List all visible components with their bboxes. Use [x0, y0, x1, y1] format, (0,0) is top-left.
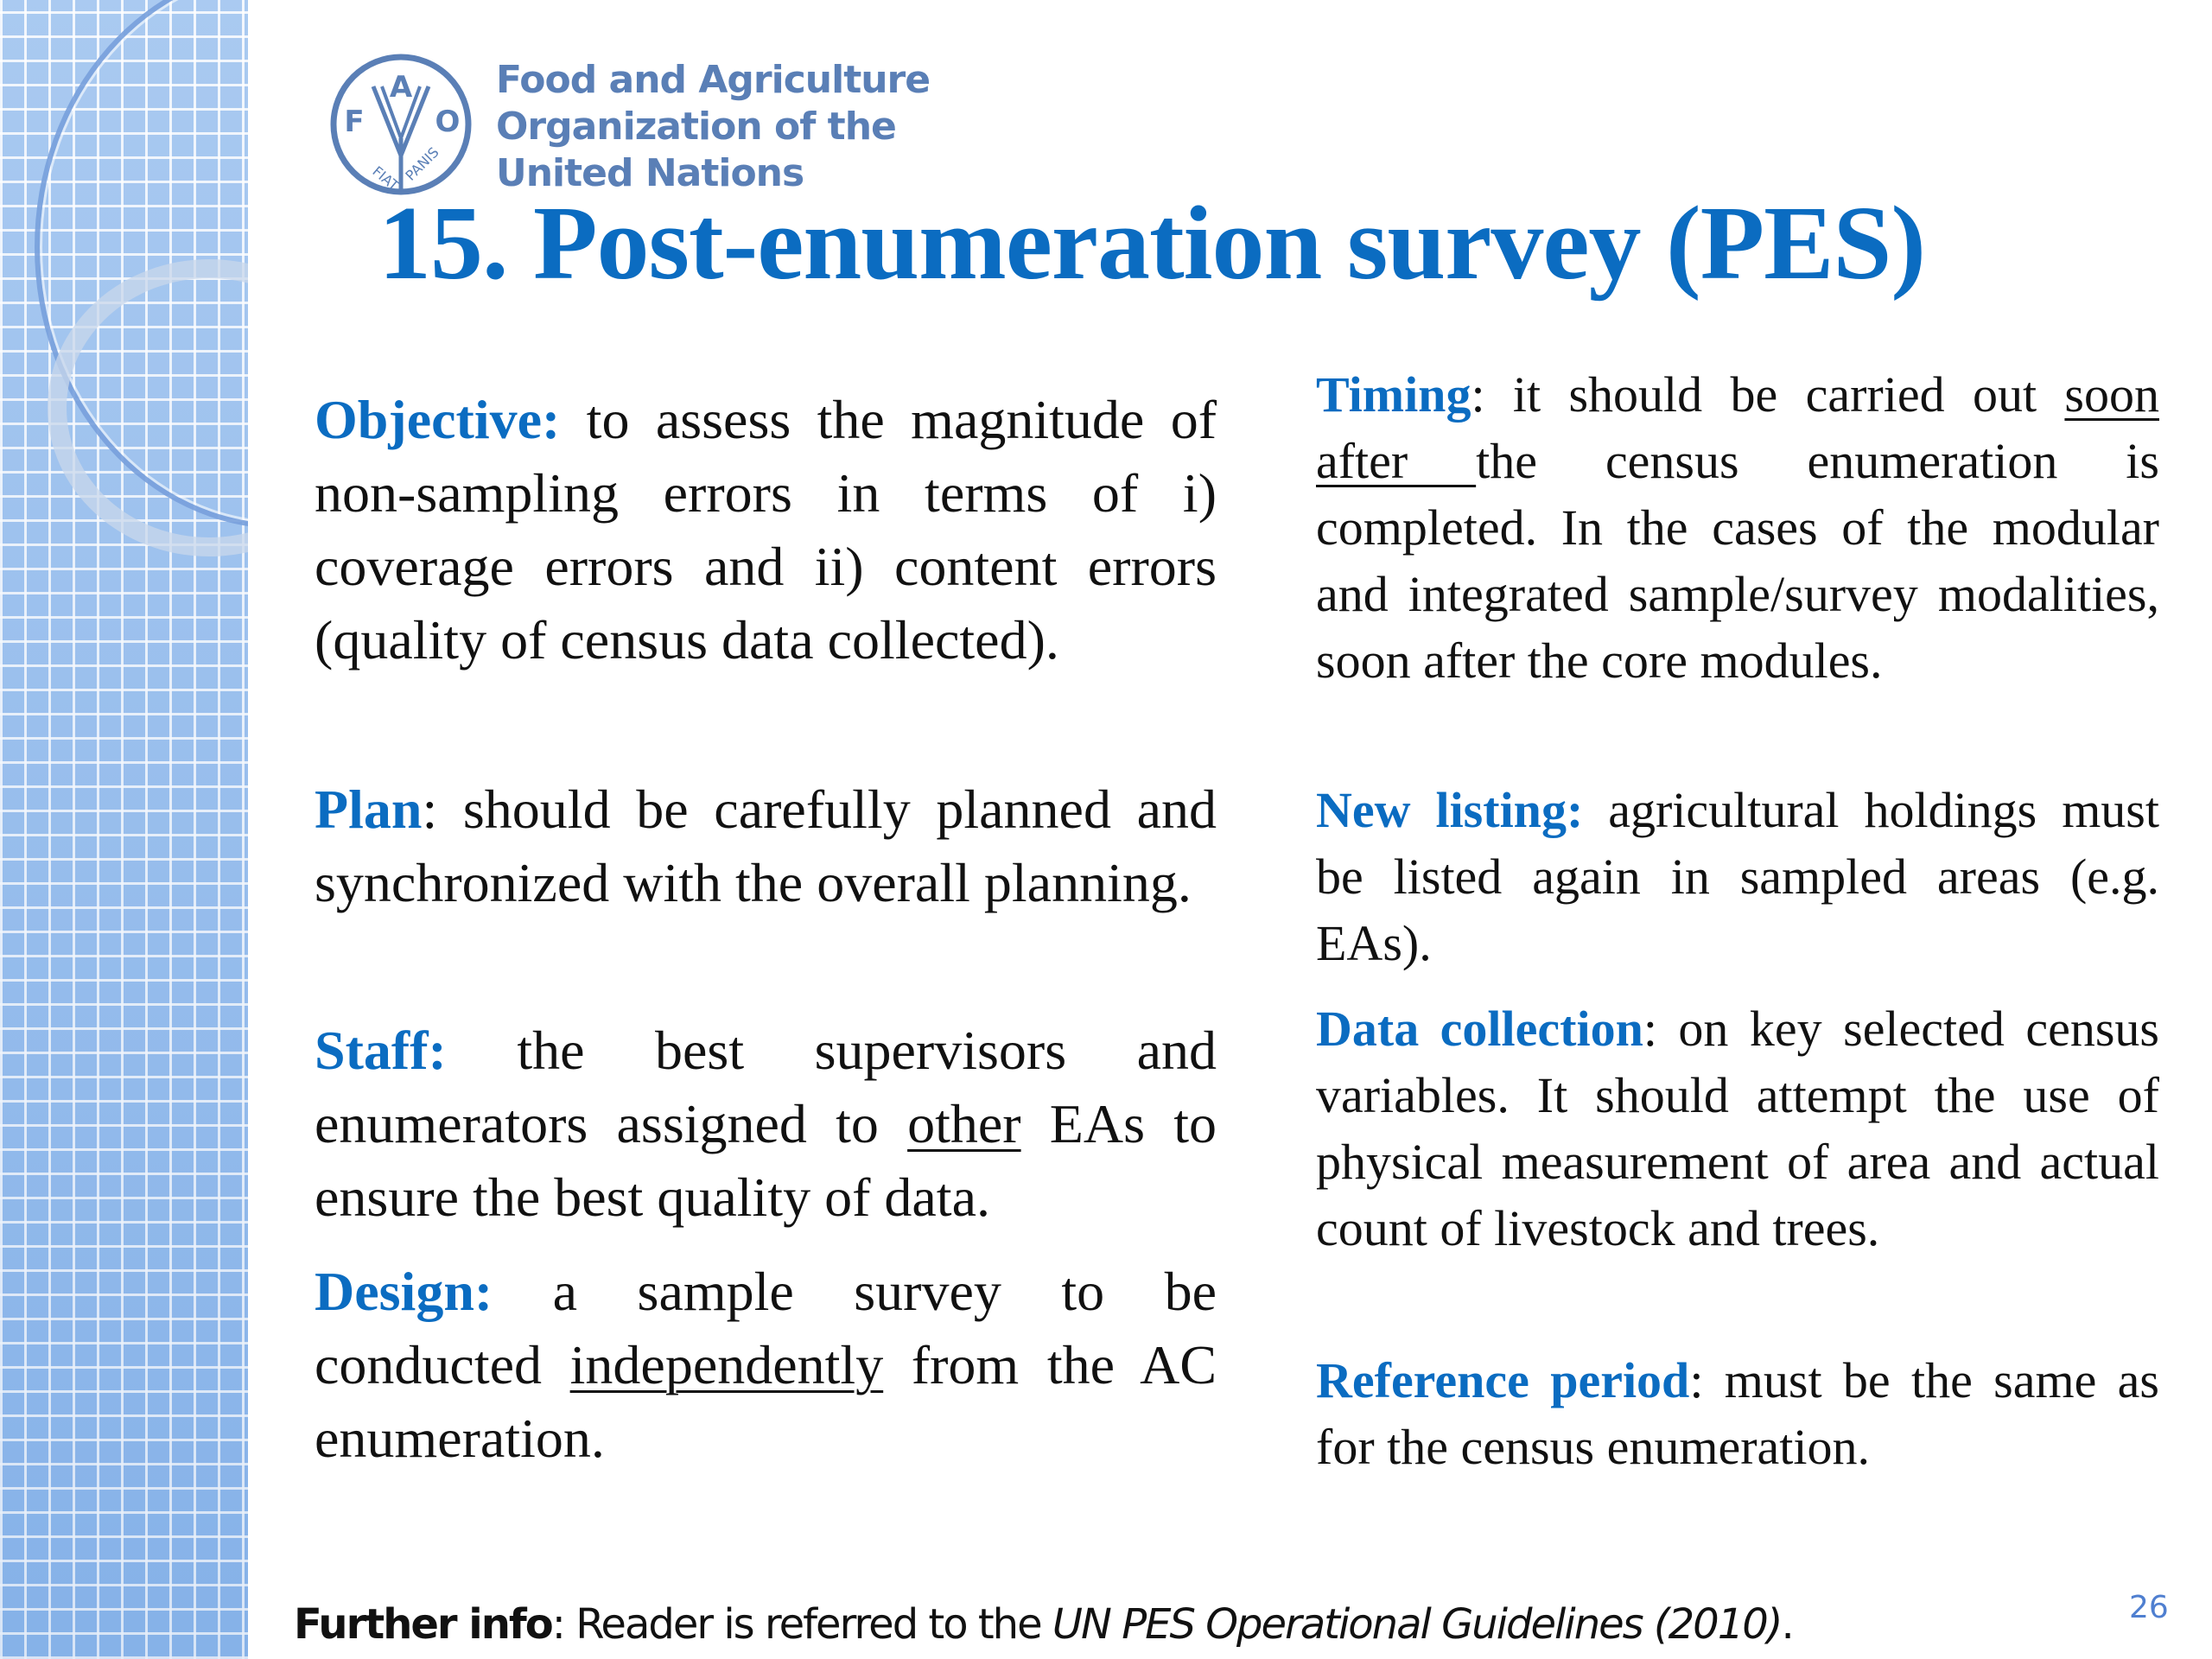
- staff-text: EAs to ensure the best quality of data.: [315, 1093, 1217, 1228]
- footer-text: : Reader is referred to the: [551, 1600, 1052, 1649]
- svg-text:F: F: [344, 105, 365, 139]
- svg-text:FIAT: FIAT: [369, 162, 403, 194]
- design-label: Design:: [315, 1261, 493, 1322]
- fao-logo-icon: [328, 52, 474, 197]
- staff-label: Staff:: [315, 1020, 447, 1081]
- further-info-footer: [294, 1600, 1793, 1649]
- new-listing-label: New listing:: [1316, 782, 1584, 838]
- objective-paragraph: [315, 383, 1217, 677]
- underlined-text: soon after: [1316, 366, 2159, 489]
- org-line: United Nations: [496, 151, 804, 195]
- svg-text:O: O: [435, 105, 461, 139]
- reference-period-text: : must be the same as for the census enumeration.: [1316, 1352, 2159, 1475]
- plan-text: : should be carefully planned and synchronized with the overall planning.: [315, 779, 1217, 913]
- organization-name: [496, 57, 930, 197]
- page-number: 26: [2129, 1590, 2169, 1625]
- objective-label: Objective:: [315, 389, 561, 450]
- svg-text:PANIS: PANIS: [402, 143, 442, 184]
- reference-period-paragraph: [1316, 1347, 2159, 1480]
- plan-paragraph: [315, 772, 1217, 919]
- underlined-text: independently: [569, 1334, 884, 1395]
- timing-label: Timing: [1316, 366, 1471, 423]
- footer-label: Further info: [294, 1600, 552, 1649]
- footer-reference: UN PES Operational Guidelines (2010): [1052, 1600, 1782, 1649]
- new-listing-text: agricultural holdings must be listed again in sampled areas (e.g. EAs).: [1316, 782, 2159, 971]
- slide-title: 15. Post-enumeration survey (PES): [378, 185, 1926, 302]
- decorative-sidebar: [0, 0, 248, 1659]
- footer-end: .: [1781, 1600, 1793, 1649]
- design-text: a sample survey to be conducted: [315, 1261, 1217, 1395]
- org-line: Food and Agriculture: [496, 58, 931, 102]
- plan-label: Plan: [315, 779, 423, 840]
- staff-paragraph: [315, 1014, 1217, 1234]
- data-collection-text: : on key selected census variables. It should attempt the use of physical measurement of area and actual count of livestock and trees.: [1316, 1001, 2159, 1256]
- design-text: from the AC enumeration.: [315, 1334, 1217, 1469]
- objective-text: to assess the magnitude of non-sampling errors in terms of i) coverage errors and ii) content errors (quality of census data collected).: [315, 389, 1217, 671]
- timing-text: : it should be carried out: [1471, 366, 2065, 423]
- data-collection-paragraph: [1316, 995, 2159, 1262]
- timing-text: the census enumeration is completed. In the cases of the modular and integrated sample/survey modalities, soon after the core modules.: [1316, 433, 2159, 689]
- reference-period-label: Reference period: [1316, 1352, 1690, 1408]
- svg-text:A: A: [389, 70, 413, 105]
- underlined-text: other: [907, 1093, 1021, 1154]
- new-listing-paragraph: [1316, 777, 2159, 976]
- org-line: Organization of the: [496, 105, 896, 149]
- timing-paragraph: [1316, 361, 2159, 694]
- data-collection-label: Data collection: [1316, 1001, 1643, 1057]
- staff-text: the best supervisors and enumerators assigned to: [315, 1020, 1217, 1154]
- design-paragraph: [315, 1255, 1217, 1475]
